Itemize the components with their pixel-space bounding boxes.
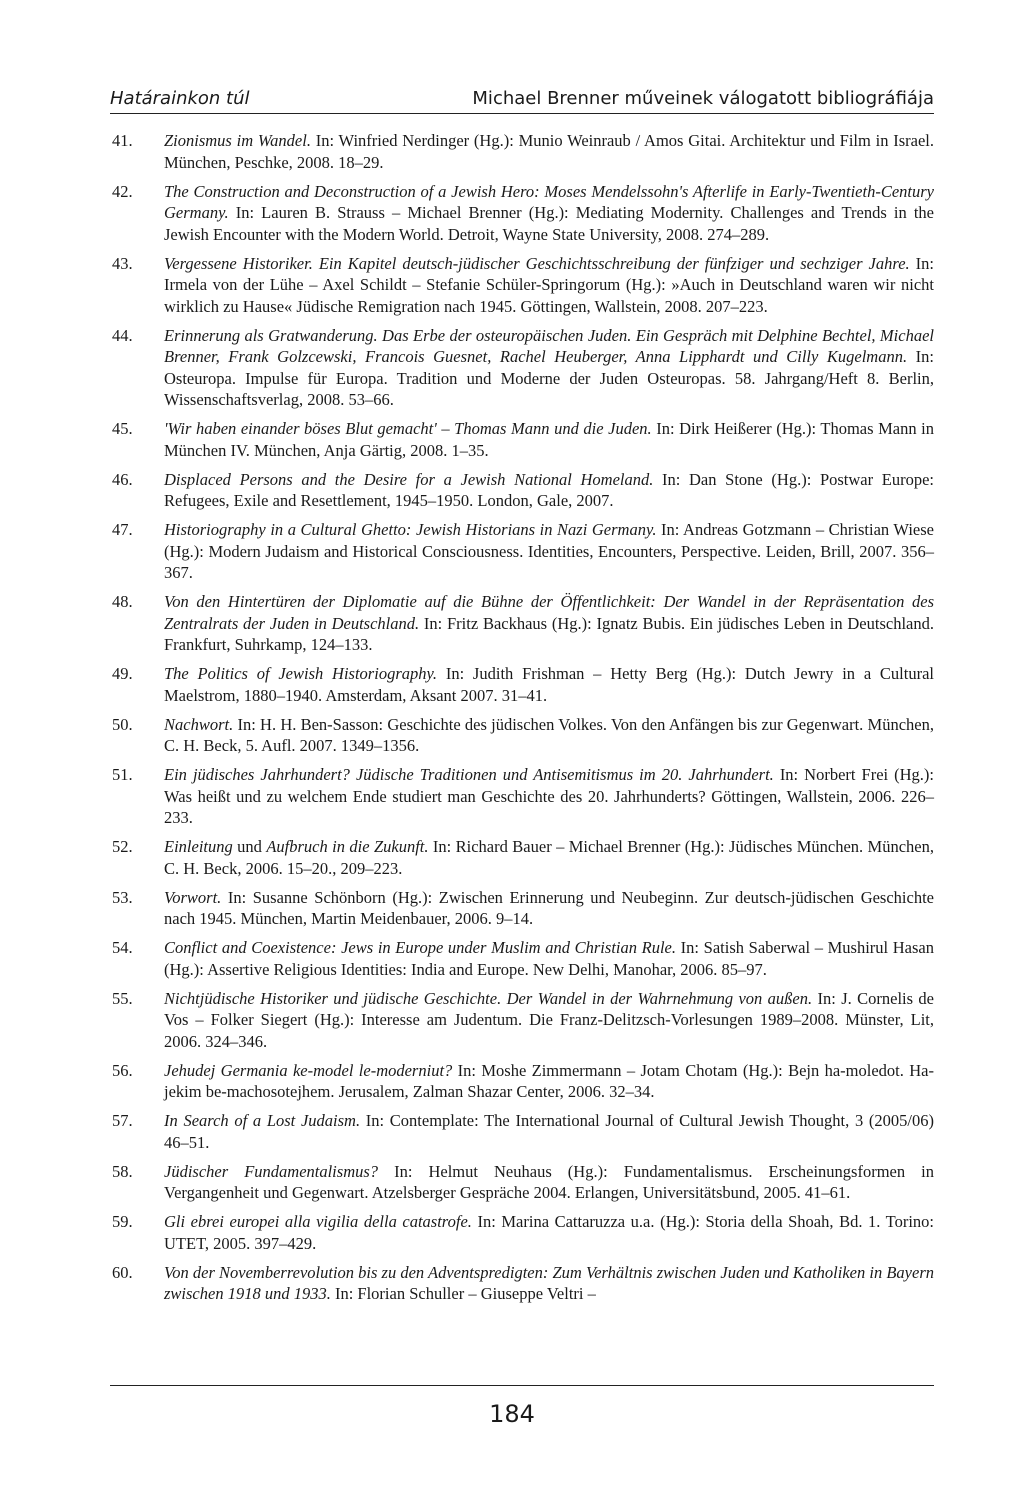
entry-title: Zionismus im Wandel. [164,131,311,150]
entry-citation [164,253,934,318]
entry-details: In: Susanne Schönborn (Hg.): Zwischen Erinnerung und Neubeginn. Zur deutsch-jüdischen Geschichte nach 1945. München, Martin Meidenbauer, 2006. 9–14. [164,887,934,928]
bibliography-entry [112,418,934,461]
bibliography-entry [112,988,934,1053]
entry-title: Nachwort. [164,714,234,734]
entry-title: In Search of a Lost Judaism. [164,1111,361,1130]
entry-number: 42. [112,181,133,201]
entry-title: Ein jüdisches Jahrhundert? Jüdische Traditionen und Antisemitismus im 20. Jahrhundert. [164,765,774,784]
bibliography-entry [112,1262,934,1305]
entry-title: Vergessene Historiker. Ein Kapitel deutsch-jüdischer Geschichtsschreibung der fünfziger und sechziger Jahre. [164,253,910,273]
bibliography-entry [112,181,934,246]
entry-citation [164,130,934,173]
entry-title: Displaced Persons and the Desire for a Jewish National Homeland. [164,469,654,489]
entry-title: The Construction and Deconstruction of a Jewish Hero: Moses Mendelssohn's Afterlife in Early-Twentieth-Century Germany. [164,181,934,222]
running-head-right: Michael Brenner műveinek válogatott bibliográfiája [472,88,934,109]
entry-title: Jüdischer Fundamentalismus? [164,1161,379,1181]
entry-title: Gli ebrei europei alla vigilia della catastrofe. [164,1212,472,1231]
page-number: 184 [489,1400,535,1428]
entry-citation [164,591,934,656]
bibliography-entry [112,469,934,512]
entry-details: In: Winfried Nerdinger (Hg.): Munio Weinraub / Amos Gitai. Architektur und Film in Israel. München, Peschke, 2008. 18–29. [164,131,934,172]
entry-title: Historiography in a Cultural Ghetto: Jewish Historians in Nazi Germany. [164,520,657,539]
bibliography-entry [112,1060,934,1103]
entry-number: 45. [112,419,133,438]
entry-number: 55. [112,988,133,1008]
entry-citation [164,1211,934,1254]
bibliography-entry [112,130,934,173]
entry-citation [164,469,934,512]
running-head [110,88,934,114]
entry-title: Nichtjüdische Historiker und jüdische Geschichte. Der Wandel in der Wahrnehmung von außen. [164,988,813,1008]
entry-title: Aufbruch in die Zukunft. [266,837,429,856]
bibliography-entry [112,714,934,757]
entry-details: In: Norbert Frei (Hg.): Was heißt und zu welchem Ende studiert man Geschichte des 20. Jahrhunderts? Göttingen, Wallstein, 2006. 226–233. [164,765,934,827]
entry-title: The Politics of Jewish Historiography. [164,664,438,683]
bibliography-entry [112,1161,934,1204]
entry-title: 'Wir haben einander böses Blut gemacht' – Thomas Mann und die Juden. [164,419,652,438]
bibliography-entry [112,887,934,930]
entry-number: 41. [112,131,133,150]
entry-citation [164,418,934,461]
entry-title: Einleitung [164,837,233,856]
entry-number: 54. [112,938,133,957]
entry-details: In: Florian Schuller – Giuseppe Veltri – [330,1284,596,1303]
bibliography-entry [112,1110,934,1153]
entry-details: In: Moshe Zimmermann – Jotam Chotam (Hg.): Bejn ha-moledot. Ha-jekim be-machosotejhem. Jerusalem, Zalman Shazar Center, 2006. 32–34. [164,1060,934,1101]
bibliography-entry [112,937,934,980]
entry-number: 44. [112,325,133,345]
entry-details: In: Dan Stone (Hg.): Postwar Europe: Refugees, Exile and Resettlement, 1945–1950. London, Gale, 2007. [164,469,934,510]
entry-number: 50. [112,714,133,734]
entry-number: 43. [112,253,133,273]
entry-number: 46. [112,469,133,489]
footer-rule [110,1385,934,1386]
entry-citation [164,764,934,829]
entry-citation [164,1060,934,1103]
bibliography-entry [112,519,934,584]
bibliography-entry [112,663,934,706]
entry-citation [164,1161,934,1204]
running-head-left: Határainkon túl [110,88,250,109]
entry-number: 49. [112,664,133,683]
entry-title: Jehudej Germania ke-model le-moderniut? [164,1060,453,1080]
bibliography-entry [112,325,934,411]
entry-details: In: Helmut Neuhaus (Hg.): Fundamentalismus. Erscheinungsformen in Vergangenheit und Gegenwart. Atzelsberger Gespräche 2004. Erlangen, Universitätsbund, 2005. 41–61. [164,1161,934,1202]
entry-title: Vorwort. [164,887,222,907]
entry-number: 51. [112,765,133,784]
bibliography-entry [112,591,934,656]
entry-details: In: Contemplate: The International Journal of Cultural Jewish Thought, 3 (2005/06) 46–51. [164,1111,934,1152]
bibliography-entry [112,253,934,318]
entry-number: 48. [112,592,133,611]
entry-citation [164,988,934,1053]
entry-number: 58. [112,1161,133,1181]
entry-conjunction: und [232,837,267,856]
entry-citation [164,663,934,706]
entry-details: In: Osteuropa. Impulse für Europa. Tradition und Moderne der Juden Osteuropas. 58. Jahrgang/Heft 8. Berlin, Wissenschaftsverlag, 2008. 53–66. [164,347,934,409]
entry-number: 60. [112,1262,133,1282]
bibliography-entry [112,1211,934,1254]
entry-citation [164,887,934,930]
entry-details: In: Irmela von der Lühe – Axel Schildt – Stefanie Schüler-Springorum (Hg.): »Auch in Deutschland waren wir nicht wirklich zu Hause« Jüdische Remigration nach 1945. Göttingen, Wallstein, 2008. 207–223. [164,253,934,316]
entry-citation [164,1262,934,1305]
entry-details: In: J. Cornelis de Vos – Folker Siegert (Hg.): Interesse am Judentum. Die Franz-Delitzsch-Vorlesungen 1989–2008. Münster, Lit, 2006. 324–346. [164,988,934,1051]
entry-title: Von der Novemberrevolution bis zu den Adventspredigten: Zum Verhältnis zwischen Juden und Katholiken in Bayern zwischen 1918 und 1933. [164,1262,934,1303]
entry-citation [164,714,934,757]
entry-number: 53. [112,887,133,907]
entry-citation [164,937,934,980]
entry-details: In: Fritz Backhaus (Hg.): Ignatz Bubis. Ein jüdisches Leben in Deutschland. Frankfurt, Suhrkamp, 124–133. [164,613,934,654]
entry-title: Conflict and Coexistence: Jews in Europe under Muslim and Christian Rule. [164,938,677,957]
entry-number: 47. [112,520,133,539]
entry-details: In: H. H. Ben-Sasson: Geschichte des jüdischen Volkes. Von den Anfängen bis zur Gegenwart. München, C. H. Beck, 5. Aufl. 2007. 1349–1356. [164,714,934,755]
bibliography-list [112,130,934,1312]
entry-citation [164,519,934,584]
entry-number: 56. [112,1060,133,1080]
entry-title: Von den Hintertüren der Diplomatie auf die Bühne der Öffentlichkeit: Der Wandel in der Repräsentation des Zentralrats der Juden in Deutschland. [164,592,934,633]
entry-citation [164,181,934,246]
bibliography-entry [112,764,934,829]
entry-citation [164,1110,934,1153]
entry-details: In: Satish Saberwal – Mushirul Hasan (Hg.): Assertive Religious Identities: India and Europe. New Delhi, Manohar, 2006. 85–97. [164,938,934,979]
entry-details: In: Lauren B. Strauss – Michael Brenner (Hg.): Mediating Modernity. Challenges and Trends in the Jewish Encounter with the Modern World. Detroit, Wayne State University, 2008. 274–289. [164,203,934,244]
bibliography-entry [112,836,934,879]
entry-citation [164,325,934,411]
entry-details: In: Judith Frishman – Hetty Berg (Hg.): Dutch Jewry in a Cultural Maelstrom, 1880–1940. Amsterdam, Aksant 2007. 31–41. [164,664,935,705]
entry-details: In: Richard Bauer – Michael Brenner (Hg.): Jüdisches München. München, C. H. Beck, 2006. 15–20., 209–223. [164,837,934,878]
entry-number: 52. [112,837,133,856]
entry-number: 59. [112,1212,133,1231]
entry-citation [164,836,934,879]
entry-title: Erinnerung als Gratwanderung. Das Erbe der osteuropäischen Juden. Ein Gespräch mit Delphine Bechtel, Michael Brenner, Frank Golzcewski, Francois Guesnet, Rachel Heuberger, Anna Lipphardt und Cilly Kugelmann. [164,325,934,366]
entry-number: 57. [112,1111,133,1130]
entry-details: In: Dirk Heißerer (Hg.): Thomas Mann in München IV. München, Anja Gärtig, 2008. 1–35. [164,419,934,460]
entry-details: In: Marina Cattaruzza u.a. (Hg.): Storia della Shoah, Bd. 1. Torino: UTET, 2005. 397–429. [164,1212,934,1253]
entry-details: In: Andreas Gotzmann – Christian Wiese (Hg.): Modern Judaism and Historical Consciousness. Identities, Encounters, Perspective. Leiden, Brill, 2007. 356–367. [164,520,934,582]
